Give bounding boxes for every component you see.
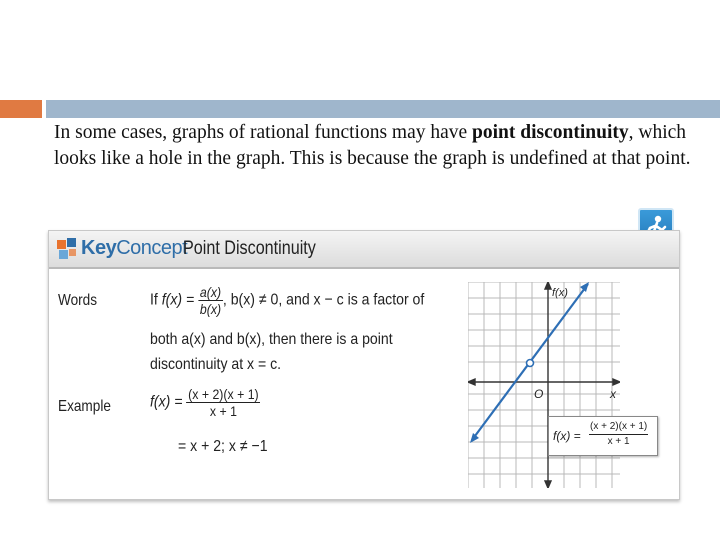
accent-bar-blue — [46, 100, 720, 118]
words-if: If — [150, 291, 162, 309]
puzzle-logo-icon — [57, 238, 77, 260]
intro-text-1: In some cases, graphs of rational functions may have — [54, 122, 473, 143]
words-line-3: discontinuity at x = c. — [150, 356, 282, 373]
graph-equation-box — [548, 416, 658, 456]
y-axis-label: f(x) — [552, 287, 568, 299]
key-concept-brand — [81, 237, 187, 260]
accent-bar-orange — [0, 100, 42, 118]
graph-eq-fx: f(x) = — [553, 429, 581, 443]
words-numerator: a(x) — [199, 284, 222, 300]
graph-eq-fraction — [589, 420, 648, 449]
intro-bold-term: point discontinuity — [472, 122, 629, 143]
words-line-2: both a(x) and b(x), then there is a point — [150, 331, 393, 348]
example-numerator: (x + 2)(x + 1) — [188, 386, 259, 402]
example-fx: f(x) = — [150, 393, 183, 411]
x-axis-label: x — [610, 387, 616, 401]
intro-paragraph — [54, 120, 694, 172]
words-condition: , b(x) ≠ 0, and x − c is a factor of — [222, 291, 425, 309]
origin-label: O — [534, 387, 544, 401]
words-fraction — [198, 284, 223, 317]
graph-eq-denominator: x + 1 — [607, 436, 630, 447]
graph-axes — [468, 282, 620, 488]
card-title: Point Discontinuity — [183, 238, 316, 259]
brand-key: Key — [81, 237, 117, 259]
words-line-1 — [150, 284, 424, 317]
example-label: Example — [58, 398, 111, 415]
hole-point — [527, 360, 534, 367]
example-denominator: x + 1 — [209, 403, 237, 419]
graph-eq-numerator: (x + 2)(x + 1) — [589, 420, 648, 435]
example-line-2: = x + 2; x ≠ −1 — [178, 438, 268, 455]
intro-text-2: , which looks like a hole in the graph. This is because the graph is undefined at that point. — [54, 122, 691, 169]
line-arrow-top — [580, 282, 589, 292]
function-graph — [468, 282, 620, 488]
card-header — [49, 231, 679, 269]
example-line-1 — [150, 386, 260, 419]
words-fx: f(x) = — [161, 291, 195, 309]
words-label: Words — [58, 292, 98, 309]
brand-concept: Concept — [116, 237, 188, 259]
graph-grid — [468, 282, 620, 488]
words-denominator: b(x) — [199, 301, 222, 317]
example-fraction — [186, 386, 260, 419]
